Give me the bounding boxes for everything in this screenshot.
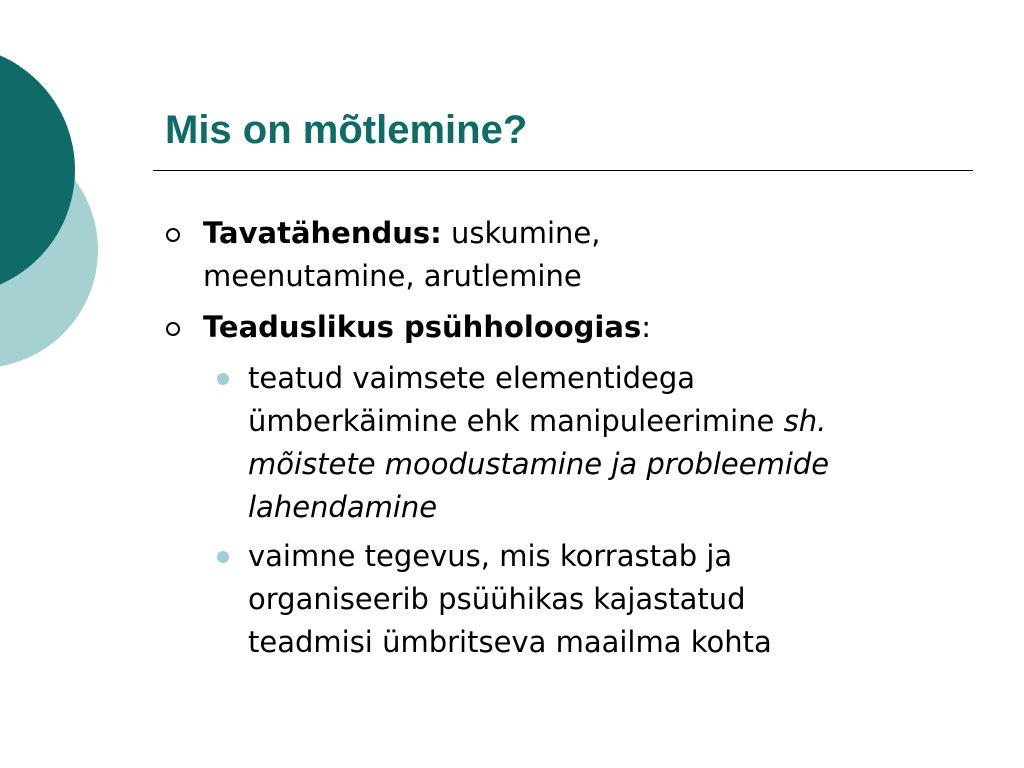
sub-list-item bbox=[210, 535, 986, 664]
subitem-line: teadmisi ümbritseva maailma kohta bbox=[248, 625, 772, 659]
item-text: : bbox=[641, 310, 651, 344]
subitem-line: teatud vaimsete elementidega bbox=[248, 361, 696, 395]
item-bold-label: Teaduslikus psühholoogias bbox=[203, 310, 642, 344]
subitem-italic: sh. bbox=[783, 404, 827, 438]
ring-bullet-icon bbox=[166, 228, 180, 242]
subitem-italic-line: lahendamine bbox=[248, 490, 438, 524]
subitem-line: ümberkäimine ehk manipuleerimine bbox=[248, 404, 784, 438]
item-text: uskumine, bbox=[441, 216, 601, 250]
list-item bbox=[166, 212, 986, 298]
ring-bullet-icon bbox=[166, 322, 180, 336]
decorative-circles bbox=[0, 0, 120, 420]
subitem-italic-line: mõistete moodustamine ja probleemide bbox=[248, 447, 830, 481]
subitem-line: vaimne tegevus, mis korrastab ja bbox=[248, 539, 733, 573]
item-text-continued: meenutamine, arutlemine bbox=[203, 259, 582, 293]
sub-list-item bbox=[210, 357, 986, 529]
list-item bbox=[166, 306, 986, 349]
slide-title: Mis on mõtlemine? bbox=[165, 108, 528, 152]
slide-content bbox=[166, 212, 986, 670]
title-divider bbox=[153, 170, 973, 171]
item-bold-label: Tavatähendus: bbox=[203, 216, 442, 250]
dot-bullet-icon bbox=[217, 551, 229, 563]
dot-bullet-icon bbox=[217, 373, 229, 385]
subitem-line: organiseerib psüühikas kajastatud bbox=[248, 582, 746, 616]
